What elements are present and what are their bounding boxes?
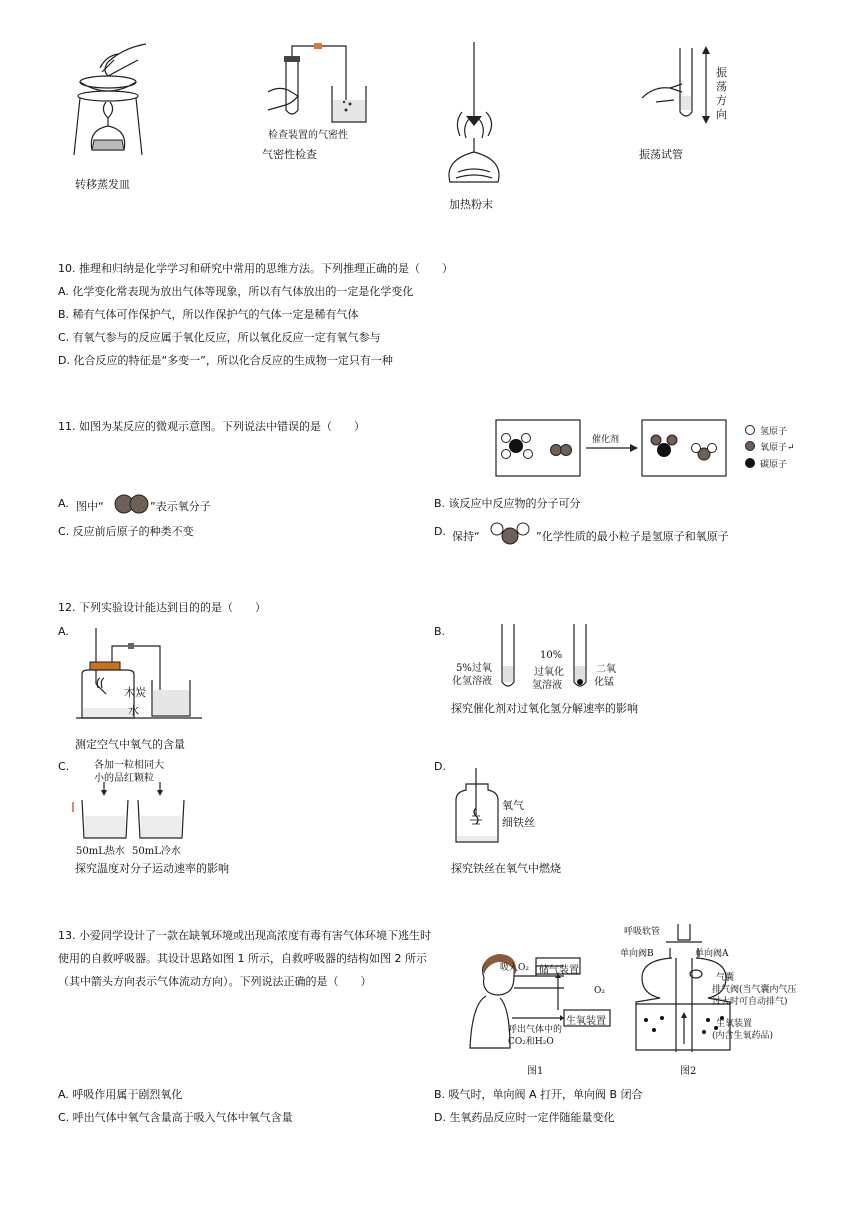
caption-heating-powder: 加热粉末 (449, 198, 493, 211)
q13-option-b[interactable]: B. 吸气时，单向阀 A 打开，单向阀 B 闭合 (434, 1088, 643, 1101)
q11-option-b[interactable]: B. 该反应中反应物的分子可分 (434, 497, 581, 510)
q13-option-a[interactable]: A. 呼吸作用属于剧烈氧化 (58, 1088, 183, 1101)
q13-option-c[interactable]: C. 呼出气体中氧气含量高于吸入气体中氧气含量 (58, 1111, 293, 1124)
legend-hydrogen: 氢原子 (760, 427, 788, 437)
legend-oxygen: 氧原子↵ (760, 443, 795, 453)
q10-option-c[interactable]: C. 有氧气参与的反应属于氧化反应，所以氧化反应一定有氧气参与 (58, 331, 381, 344)
q10-option-b[interactable]: B. 稀有气体可作保护气，所以作保护气的气体一定是稀有气体 (58, 308, 359, 321)
q10-option-a[interactable]: A. 化学变化常表现为放出气体等现象，所以有气体放出的一定是化学变化 (58, 285, 414, 298)
caption-airtightness: 气密性检查 (262, 148, 317, 161)
q13-stem-line-3: （其中箭头方向表示气体流动方向）。下列说法正确的是（ ） (58, 975, 372, 988)
q13-stem-line-1: 13. 小爱同学设计了一款在缺氧环境或出现高浓度有毒有害气体环境下逃生时 (58, 929, 431, 942)
q13-stem-line-2: 使用的自救呼吸器。其设计思路如图 1 所示，自救呼吸器的结构如图 2 所示 (58, 952, 427, 965)
catalyst-label: 催化剂 (592, 435, 620, 445)
caption-shaking-tube: 振荡试管 (639, 148, 683, 161)
airtightness-inner-label: 检查装置的气密性 (268, 130, 348, 141)
q10-stem: 10. 推理和归纳是化学学习和研究中常用的思维方法。下列推理正确的是（ ） (58, 262, 453, 275)
q12-b-caption: 探究催化剂对过氧化氢分解速率的影响 (451, 702, 638, 715)
caption-transfer-dish: 转移蒸发皿 (75, 178, 130, 191)
q12-stem: 12. 下列实验设计能达到目的的是（ ） (58, 601, 266, 614)
q12-d-caption: 探究铁丝在氧气中燃烧 (451, 862, 561, 875)
legend-carbon: 碳原子 (760, 460, 788, 470)
oxygen-molecule-icon (112, 493, 152, 515)
q12-a-caption: 测定空气中氧气的含量 (75, 738, 185, 751)
q13-option-d[interactable]: D. 生氧药品反应时一定伴随能量变化 (434, 1111, 615, 1124)
q12-a-apparatus (76, 624, 206, 720)
q12-c-caption: 探究温度对分子运动速率的影响 (75, 862, 229, 875)
water-molecule-icon (486, 522, 536, 544)
q11-stem: 11. 如图为某反应的微观示意图。下列说法中错误的是（ ） (58, 420, 365, 433)
shake-direction-label: 振 荡 方 向 (716, 66, 727, 121)
q11-option-c[interactable]: C. 反应前后原子的种类不变 (58, 525, 194, 538)
q12-c-apparatus (70, 782, 200, 842)
q10-option-d[interactable]: D. 化合反应的特征是“多变一”，所以化合反应的生成物一定只有一种 (58, 354, 393, 367)
